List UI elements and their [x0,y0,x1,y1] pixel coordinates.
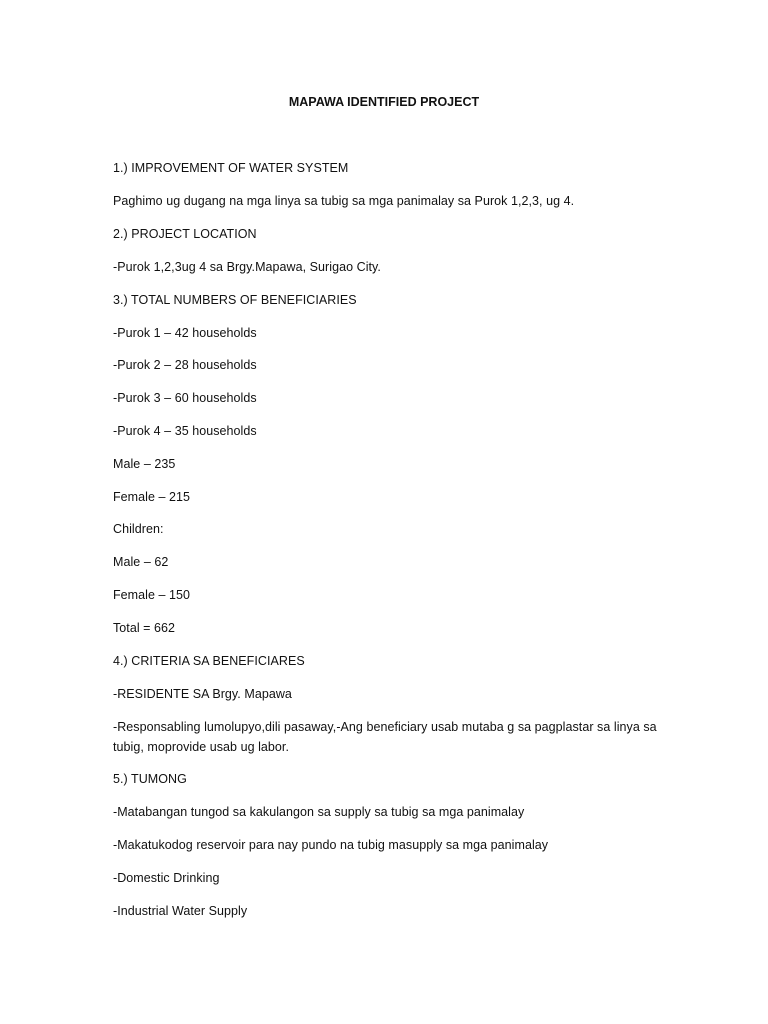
paragraph-line: -Purok 1,2,3ug 4 sa Brgy.Mapawa, Surigao City. [113,260,381,274]
paragraph-line: Paghimo ug dugang na mga linya sa tubig sa mga panimalay sa Purok 1,2,3, ug 4. [113,194,575,208]
paragraph-line: -Purok 1 – 42 households [113,326,257,340]
paragraph-line: -RESIDENTE SA Brgy. Mapawa [113,687,292,701]
section-heading-1: 1.) IMPROVEMENT OF WATER SYSTEM [113,161,349,175]
paragraph-line: Female – 215 [113,490,191,504]
paragraph-line: -Industrial Water Supply [113,904,248,918]
paragraph-line: tubig, moprovide usab ug labor. [113,740,289,754]
paragraph-line: Male – 235 [113,457,176,471]
document-title: MAPAWA IDENTIFIED PROJECT [288,95,480,109]
paragraph-line: -Makatukodog reservoir para nay pundo na tubig masupply sa mga panimalay [113,838,549,852]
paragraph-line: -Purok 4 – 35 households [113,424,257,438]
section-heading-5: 5.) TUMONG [113,772,187,786]
paragraph-line: Total = 662 [113,621,176,635]
paragraph-line: Male – 62 [113,555,169,569]
paragraph-line: -Responsabling lumolupyo,dili pasaway,-Ang beneficiary usab mutaba g sa pagplastar sa linya sa [113,720,657,734]
section-heading-4: 4.) CRITERIA SA BENEFICIARES [113,654,305,668]
section-heading-2: 2.) PROJECT LOCATION [113,227,257,241]
paragraph-line: -Domestic Drinking [113,871,220,885]
paragraph-line: -Matabangan tungod sa kakulangon sa supply sa tubig sa mga panimalay [113,805,525,819]
paragraph-line: -Purok 3 – 60 households [113,391,257,405]
paragraph-line: Children: [113,522,164,536]
section-heading-3: 3.) TOTAL NUMBERS OF BENEFICIARIES [113,293,357,307]
paragraph-line: Female – 150 [113,588,191,602]
paragraph-line: -Purok 2 – 28 households [113,358,257,372]
